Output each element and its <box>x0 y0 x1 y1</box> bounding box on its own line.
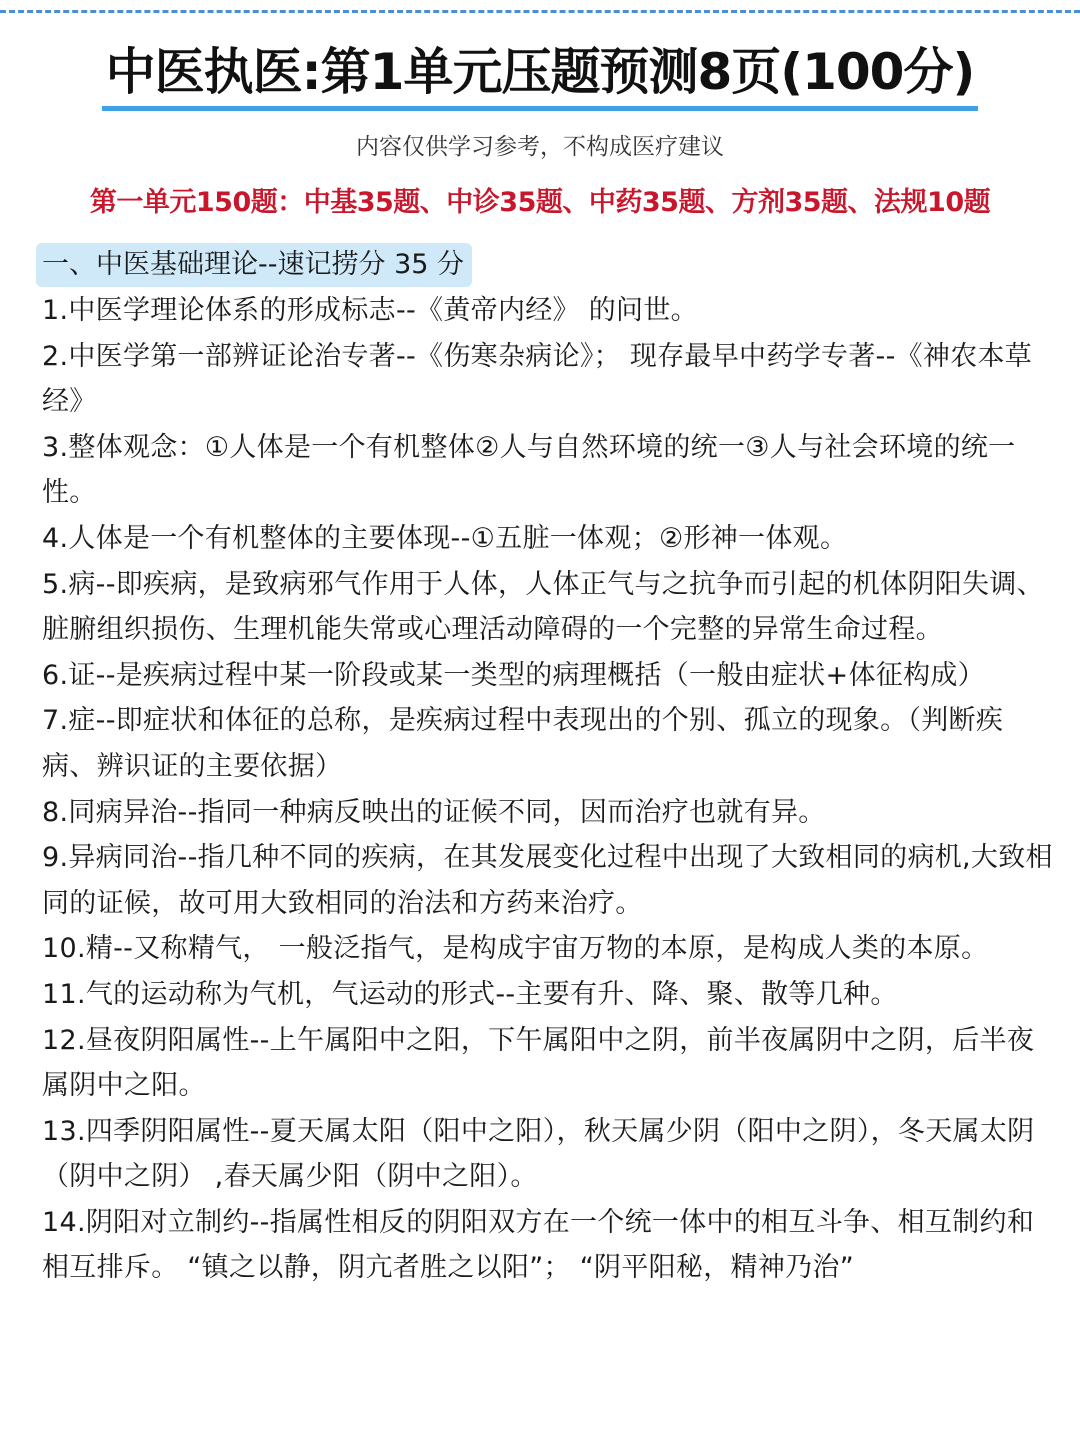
list-item: 3.整体观念：①人体是一个有机整体②人与自然环境的统一③人与社会环境的统一性。 <box>42 431 1016 509</box>
list-item: 11.气的运动称为气机，气运动的形式--主要有升、降、聚、散等几种。 <box>42 978 898 1010</box>
unit-summary: 第一单元150题：中基35题、中诊35题、中药35题、方剂35题、法规10题 <box>89 187 991 218</box>
item-list <box>42 288 1054 1291</box>
list-item: 12.昼夜阴阳属性--上午属阳中之阳，下午属阳中之阴，前半夜属阴中之阴，后半夜属阴中之阳。 <box>42 1024 1035 1102</box>
list-item: 4.人体是一个有机整体的主要体现--①五脏一体观；②形神一体观。 <box>42 522 848 554</box>
list-item: 7.症--即症状和体征的总称，是疾病过程中表现出的个别、孤立的现象。（判断疾病、辨识证的主要依据） <box>42 705 1004 782</box>
list-item: 14.阴阳对立制约--指属性相反的阴阳双方在一个统一体中的相互斗争、相互制约和相互排斥。 “镇之以静，阴亢者胜之以阳”； “阴平阳秘，精神乃治” <box>42 1206 1035 1284</box>
title-wrap <box>0 40 1080 111</box>
list-item: 9.异病同治--指几种不同的疾病，在其发展变化过程中出现了大致相同的病机,大致相同的证候，故可用大致相同的治法和方药来治疗。 <box>42 842 1053 919</box>
section-heading: 一、中医基础理论--速记捞分 35 分 <box>36 243 472 287</box>
list-item: 5.病--即疾病，是致病邪气作用于人体，人体正气与之抗争而引起的机体阴阳失调、脏腑组织损伤、生理机能失常或心理活动障碍的一个完整的异常生命过程。 <box>42 568 1044 646</box>
page-title: 中医执医:第1单元压题预测8页(100分) <box>102 40 979 111</box>
list-item: 8.同病异治--指同一种病反映出的证候不同，因而治疗也就有异。 <box>42 796 826 828</box>
disclaimer-subtitle: 内容仅供学习参考，不构成医疗建议 <box>356 134 724 160</box>
list-item: 1.中医学理论体系的形成标志--《黄帝内经》 的问世。 <box>42 295 698 326</box>
list-item: 2.中医学第一部辨证论治专著--《伤寒杂病论》； 现存最早中药学专著--《神农本草经》 <box>42 340 1033 418</box>
list-item: 13.四季阴阳属性--夏天属太阳（阳中之阳），秋天属少阴（阳中之阴），冬天属太阴（阴中之阴） ,春天属少阳（阴中之阳）。 <box>42 1115 1035 1193</box>
list-item: 6.证--是疾病过程中某一阶段或某一类型的病理概括（一般由症状+体征构成） <box>42 659 985 691</box>
list-item: 10.精--又称精气， 一般泛指气，是构成宇宙万物的本原，是构成人类的本原。 <box>42 933 989 965</box>
top-dashed-border <box>0 10 1080 13</box>
